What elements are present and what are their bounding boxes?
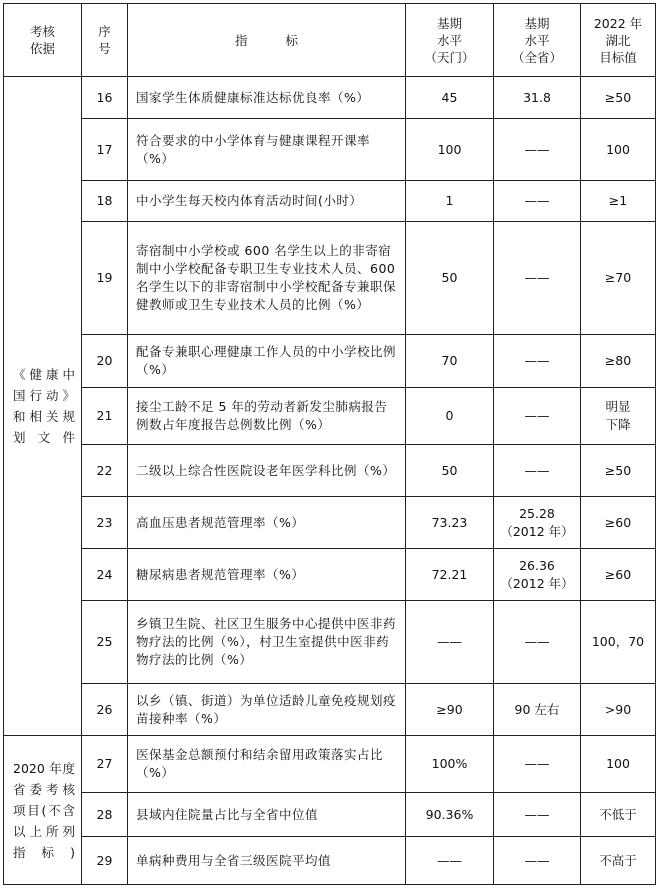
row-base-province: —— bbox=[494, 181, 581, 222]
row-no: 20 bbox=[82, 335, 128, 388]
row-no: 22 bbox=[82, 445, 128, 497]
row-base-tianmen: 0 bbox=[406, 388, 494, 445]
row-base-province: —— bbox=[494, 335, 581, 388]
table-row bbox=[4, 388, 656, 445]
row-base-tianmen: 70 bbox=[406, 335, 494, 388]
table-row bbox=[4, 335, 656, 388]
row-base-tianmen: 50 bbox=[406, 445, 494, 497]
row-no: 16 bbox=[82, 77, 128, 119]
row-base-province: —— bbox=[494, 222, 581, 335]
row-indicator: 高血压患者规范管理率（%） bbox=[128, 497, 406, 549]
row-base-tianmen: 73.23 bbox=[406, 497, 494, 549]
row-target: ≥50 bbox=[581, 77, 656, 119]
row-indicator: 县域内住院量占比与全省中位值 bbox=[128, 793, 406, 837]
row-no: 17 bbox=[82, 119, 128, 181]
row-base-tianmen: 90.36% bbox=[406, 793, 494, 837]
table-row bbox=[4, 793, 656, 837]
row-indicator: 医保基金总额预付和结余留用政策落实占比（%） bbox=[128, 736, 406, 793]
row-base-province: —— bbox=[494, 119, 581, 181]
row-base-province: —— bbox=[494, 388, 581, 445]
col-target-header: 2022 年 湖北 目标值 bbox=[581, 4, 656, 77]
table-row bbox=[4, 445, 656, 497]
row-indicator: 国家学生体质健康标准达标优良率（%） bbox=[128, 77, 406, 119]
row-indicator: 寄宿制中小学校或 600 名学生以上的非寄宿制中小学校配备专职卫生专业技术人员、600 名学生以下的非寄宿制中小学校配备专兼职保健教师或卫生专业技术人员的比例（%） bbox=[128, 222, 406, 335]
row-base-province: —— bbox=[494, 736, 581, 793]
row-indicator: 乡镇卫生院、社区卫生服务中心提供中医非药物疗法的比例（%），村卫生室提供中医非药物疗法的比例（%） bbox=[128, 601, 406, 684]
row-base-province: 31.8 bbox=[494, 77, 581, 119]
row-base-tianmen: 72.21 bbox=[406, 549, 494, 601]
row-target: 100 bbox=[581, 119, 656, 181]
row-target: ≥60 bbox=[581, 497, 656, 549]
row-base-tianmen: 50 bbox=[406, 222, 494, 335]
row-indicator: 以乡（镇、街道）为单位适龄儿童免疫规划疫苗接种率（%） bbox=[128, 684, 406, 736]
row-indicator: 单病种费用与全省三级医院平均值 bbox=[128, 837, 406, 885]
row-target: 明显 下降 bbox=[581, 388, 656, 445]
row-base-tianmen: —— bbox=[406, 837, 494, 885]
row-base-tianmen: ≥90 bbox=[406, 684, 494, 736]
row-indicator: 中小学生每天校内体育活动时间(小时） bbox=[128, 181, 406, 222]
table-row bbox=[4, 837, 656, 885]
table-row bbox=[4, 549, 656, 601]
row-base-province: 90 左右 bbox=[494, 684, 581, 736]
row-indicator: 二级以上综合性医院设老年医学科比例（%） bbox=[128, 445, 406, 497]
table-row bbox=[4, 736, 656, 793]
row-target: 不高于 bbox=[581, 837, 656, 885]
row-target: ≥60 bbox=[581, 549, 656, 601]
row-base-province: —— bbox=[494, 445, 581, 497]
row-no: 19 bbox=[82, 222, 128, 335]
row-base-tianmen: 100% bbox=[406, 736, 494, 793]
row-target: ≥50 bbox=[581, 445, 656, 497]
row-no: 29 bbox=[82, 837, 128, 885]
row-target: 不低于 bbox=[581, 793, 656, 837]
row-no: 26 bbox=[82, 684, 128, 736]
row-no: 23 bbox=[82, 497, 128, 549]
row-no: 28 bbox=[82, 793, 128, 837]
basis-cell: 2020 年度省委考核项目(不含以上所列指标) bbox=[4, 736, 82, 885]
row-indicator: 符合要求的中小学体育与健康课程开课率（%） bbox=[128, 119, 406, 181]
col-base-tianmen-header: 基期 水平 （天门） bbox=[406, 4, 494, 77]
col-indicator-header: 指标 bbox=[128, 4, 406, 77]
row-target: ≥80 bbox=[581, 335, 656, 388]
row-target: 100，70 bbox=[581, 601, 656, 684]
row-no: 24 bbox=[82, 549, 128, 601]
row-base-tianmen: 1 bbox=[406, 181, 494, 222]
indicator-table bbox=[3, 3, 656, 885]
row-base-province: —— bbox=[494, 837, 581, 885]
row-no: 18 bbox=[82, 181, 128, 222]
col-no-header: 序 号 bbox=[82, 4, 128, 77]
row-base-province: 26.36 （2012 年） bbox=[494, 549, 581, 601]
table-row bbox=[4, 222, 656, 335]
row-no: 25 bbox=[82, 601, 128, 684]
row-base-tianmen: —— bbox=[406, 601, 494, 684]
table-row bbox=[4, 601, 656, 684]
row-target: 100 bbox=[581, 736, 656, 793]
row-base-tianmen: 45 bbox=[406, 77, 494, 119]
table-row bbox=[4, 119, 656, 181]
table-row bbox=[4, 77, 656, 119]
row-no: 27 bbox=[82, 736, 128, 793]
table-row bbox=[4, 684, 656, 736]
row-base-province: —— bbox=[494, 601, 581, 684]
row-target: >90 bbox=[581, 684, 656, 736]
col-base-province-header: 基期 水平 （全省） bbox=[494, 4, 581, 77]
table-row bbox=[4, 181, 656, 222]
row-indicator: 接尘工龄不足 5 年的劳动者新发尘肺病报告例数占年度报告总例数比例（%） bbox=[128, 388, 406, 445]
row-base-tianmen: 100 bbox=[406, 119, 494, 181]
row-base-province: 25.28 （2012 年） bbox=[494, 497, 581, 549]
row-target: ≥70 bbox=[581, 222, 656, 335]
basis-cell: 《健康中国行动》和相关规划文件 bbox=[4, 77, 82, 736]
row-no: 21 bbox=[82, 388, 128, 445]
row-indicator: 配备专兼职心理健康工作人员的中小学校比例（%） bbox=[128, 335, 406, 388]
row-indicator: 糖尿病患者规范管理率（%） bbox=[128, 549, 406, 601]
row-target: ≥1 bbox=[581, 181, 656, 222]
col-basis-header: 考核 依据 bbox=[4, 4, 82, 77]
table-row bbox=[4, 497, 656, 549]
row-base-province: —— bbox=[494, 793, 581, 837]
header-row bbox=[4, 4, 656, 77]
